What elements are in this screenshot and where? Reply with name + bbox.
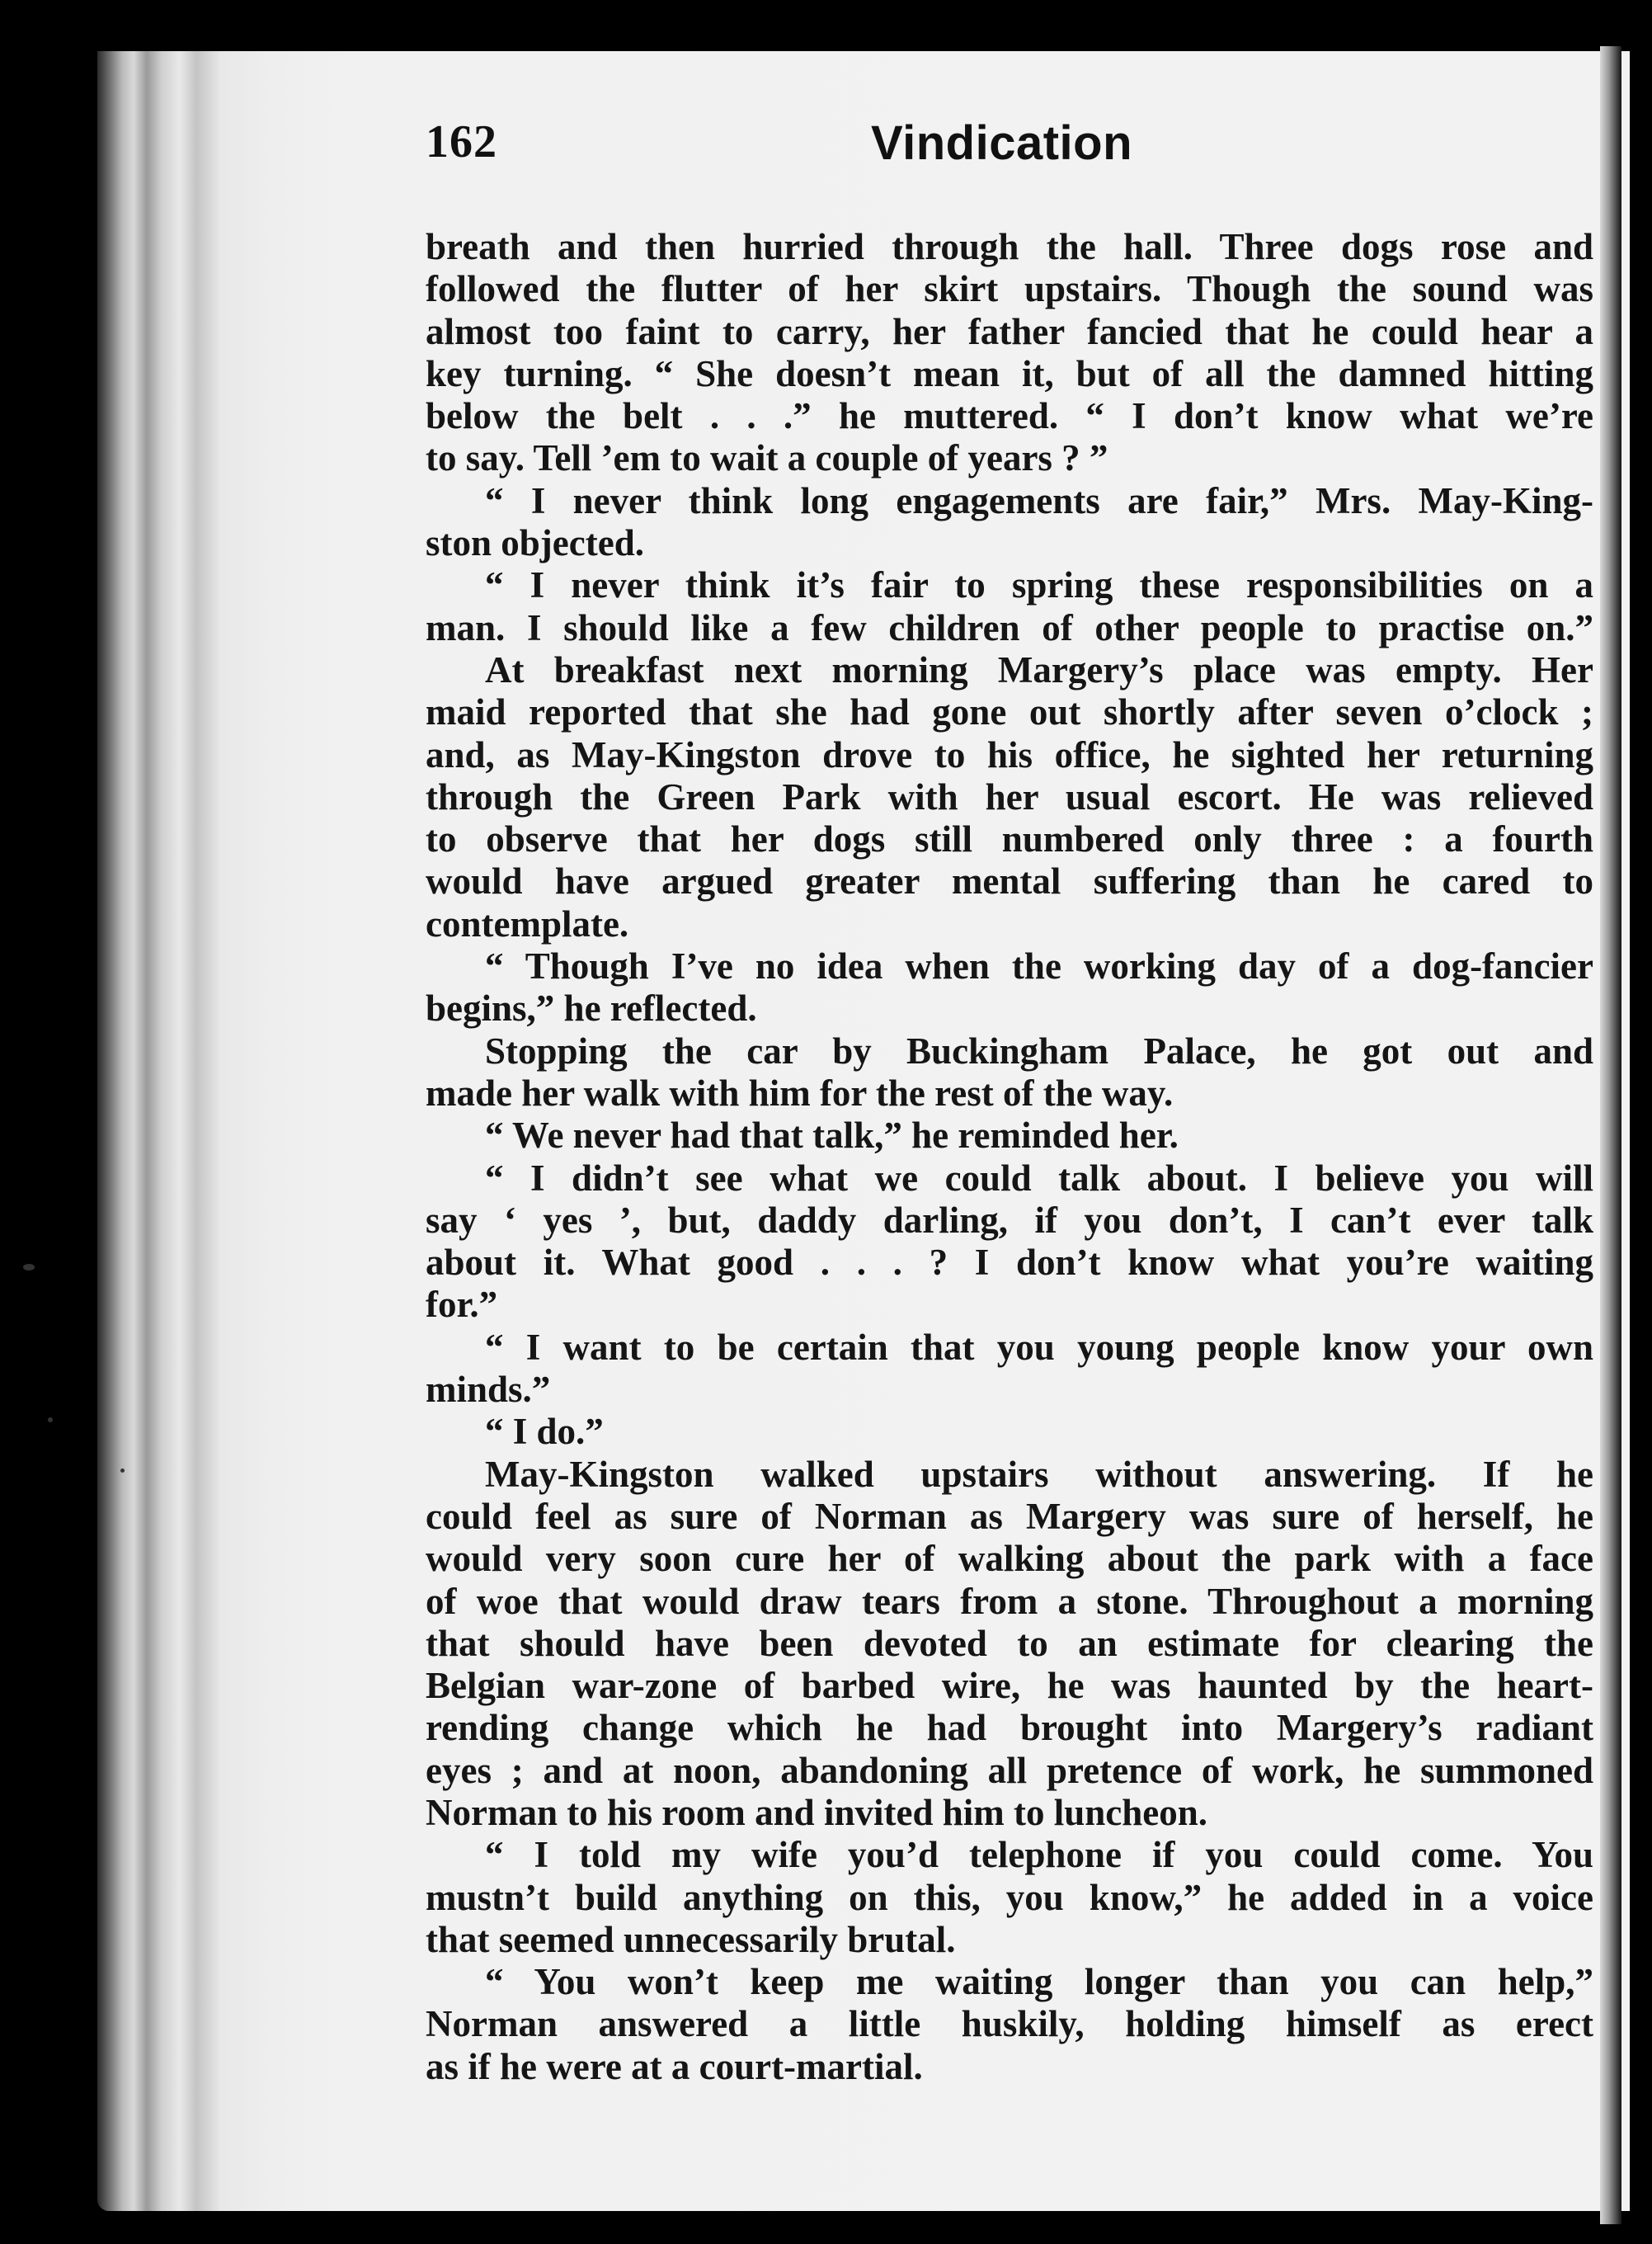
text-line: “ I never think long engagements are fair,” Mrs. May-King- — [485, 479, 1593, 521]
text-line: that should have been devoted to an estimate for clearing the — [426, 1622, 1593, 1664]
text-line: “ I never think it’s fair to spring these responsibilities on a — [485, 564, 1593, 606]
running-title: Vindication — [871, 116, 1133, 170]
text-line: “ Though I’ve no idea when the working day of a dog-fancier — [485, 945, 1593, 988]
text-line: begins,” he reflected. — [426, 988, 757, 1030]
text-line: and, as May-Kingston drove to his office, he sighted her returning — [426, 733, 1593, 776]
text-line: man. I should like a few children of other people to practise on.” — [426, 606, 1593, 648]
text-line: as if he were at a court-martial. — [426, 2045, 923, 2087]
text-line: followed the flutter of her skirt upstairs. Though the sound was — [426, 268, 1593, 310]
text-line: “ We never had that talk,” he reminded her. — [485, 1115, 1179, 1157]
text-line: would very soon cure her of walking about the park with a face — [426, 1538, 1593, 1580]
page-header — [426, 116, 1597, 190]
text-line: to observe that her dogs still numbered only three : a fourth — [426, 818, 1593, 860]
text-line: Norman to his room and invited him to luncheon. — [426, 1791, 1208, 1833]
text-line: key turning. “ She doesn’t mean it, but of all the damned hitting — [426, 352, 1593, 394]
text-line: mustn’t build anything on this, you know,” he added in a voice — [426, 1876, 1593, 1918]
text-line: through the Green Park with her usual escort. He was relieved — [426, 776, 1593, 818]
text-line: below the belt . . .” he muttered. “ I don’t know what we’re — [426, 395, 1593, 437]
text-line: almost too faint to carry, her father fancied that he could hear a — [426, 310, 1593, 352]
body-text — [426, 226, 1593, 2088]
text-line: “ I didn’t see what we could talk about. I believe you will — [485, 1157, 1593, 1199]
text-line: “ I do.” — [485, 1411, 604, 1453]
text-line: rending change which he had brought into Margery’s radiant — [426, 1707, 1593, 1749]
scan-speck — [23, 1264, 35, 1270]
scan-speck — [48, 1417, 53, 1422]
text-line: May-Kingston walked upstairs without answering. If he — [485, 1453, 1593, 1495]
page-number: 162 — [426, 116, 497, 167]
text-line: “ You won’t keep me waiting longer than you can help,” — [485, 1961, 1593, 2003]
text-line: At breakfast next morning Margery’s place was empty. Her — [485, 648, 1593, 691]
text-line: ston objected. — [426, 522, 644, 564]
text-line: that seemed unnecessarily brutal. — [426, 1918, 956, 1960]
text-line: would have argued greater mental suffering than he cared to — [426, 860, 1593, 903]
text-line: about it. What good . . . ? I don’t know what you’re waiting — [426, 1242, 1593, 1284]
text-line: “ I want to be certain that you young people know your own — [485, 1326, 1593, 1368]
text-line: Norman answered a little huskily, holding himself as erect — [426, 2003, 1593, 2045]
text-line: say ‘ yes ’, but, daddy darling, if you don’t, I can’t ever talk — [426, 1199, 1593, 1241]
text-line: Belgian war-zone of barbed wire, he was haunted by the heart- — [426, 1665, 1593, 1707]
text-line: Stopping the car by Buckingham Palace, he got out and — [485, 1030, 1593, 1072]
scan-speck — [120, 1468, 125, 1473]
text-line: could feel as sure of Norman as Margery was sure of herself, he — [426, 1495, 1593, 1537]
text-line: breath and then hurried through the hall. Three dogs rose and — [426, 226, 1593, 267]
text-line: made her walk with him for the rest of the way. — [426, 1072, 1174, 1114]
page-binding-edge — [1600, 46, 1621, 2224]
text-line: contemplate. — [426, 903, 629, 945]
text-line: to say. Tell ’em to wait a couple of years ? ” — [426, 437, 1108, 479]
text-line: minds.” — [426, 1369, 551, 1411]
text-line: maid reported that she had gone out shortly after seven o’clock ; — [426, 691, 1593, 733]
text-line: eyes ; and at noon, abandoning all pretence of work, he summoned — [426, 1749, 1593, 1791]
text-line: “ I told my wife you’d telephone if you could come. You — [485, 1834, 1593, 1876]
text-line: of woe that would draw tears from a stone. Throughout a morning — [426, 1580, 1593, 1622]
text-line: for.” — [426, 1284, 498, 1326]
